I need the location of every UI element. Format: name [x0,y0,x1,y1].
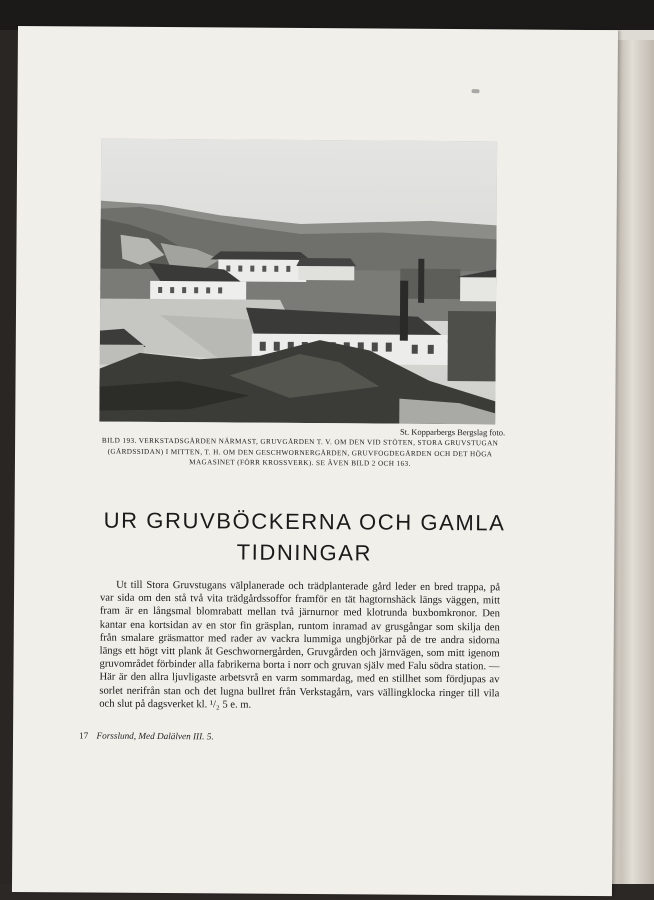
chapter-heading-line-1: UR GRUVBÖCKERNA OCH GAMLA [103,507,506,536]
body-paragraph: Ut till Stora Gruvstugans välplanerade och trädplanterade gård leder en bred trappa, på var sida om den stå två vita trädgårdssoffor framför en tät hagtornshäck längs väggen, mitt fram är en långsmal blomrabatt mellan två järnurnor med klotrunda buxbomkronor. Den kantar ena kortsidan av en stor fin gräsplan, runtom inramad av grusgångar som skilja den från smalare gräsmattor med rader av vackra lummiga ungbjörkar på de tre andra sidorna längs ett högt vitt plank åt Geschwornergården, Gruvgården och järnvägen, som mitt igenom gruvområdet förbinder alla fabrikerna borta i norr och gruvan själv med Falu södra station. — Här är den allra ljuvligaste arbetsvrå en varm sommardag, med en stillhet som fördjupas av sorlet nerifrån stan och det lugna bullret från Verkstagårn, vars vällingklocka ringer till vila och slut på dagsverket kl. ¹/₂ 5 e. m. [99,579,501,711]
signature-text: Forsslund, Med Dalälven III. 5. [96,730,214,742]
photo-caption: BILD 193. VERKSTADSGÅRDEN NÄRMAST, GRUVGÅRDEN T. V. OM DEN VID STÖTEN, STORA GRUVSTUGAN (GÅRDSSIDAN) I MITTEN, T. H. OM DEN GESCHWORNERGÅRDEN, GRUVFOGDEGÅRDEN OCH DET HÖGA MAGASINET (FÖRR KROSSVERK). SE ÄVEN BILD 2 OCH 163. [101,436,499,468]
page-blemish [472,89,480,93]
photograph [99,139,497,425]
mine-buildings-photo [99,139,497,425]
signature-footer [79,730,214,741]
chapter-heading-line-2: TIDNINGAR [236,539,373,566]
photo-credit: St. Kopparbergs Bergslag foto. [399,426,506,438]
chapter-heading [74,504,534,569]
signature-number: 17 [79,730,89,741]
dark-background-top [0,0,654,30]
book-page [12,26,618,896]
